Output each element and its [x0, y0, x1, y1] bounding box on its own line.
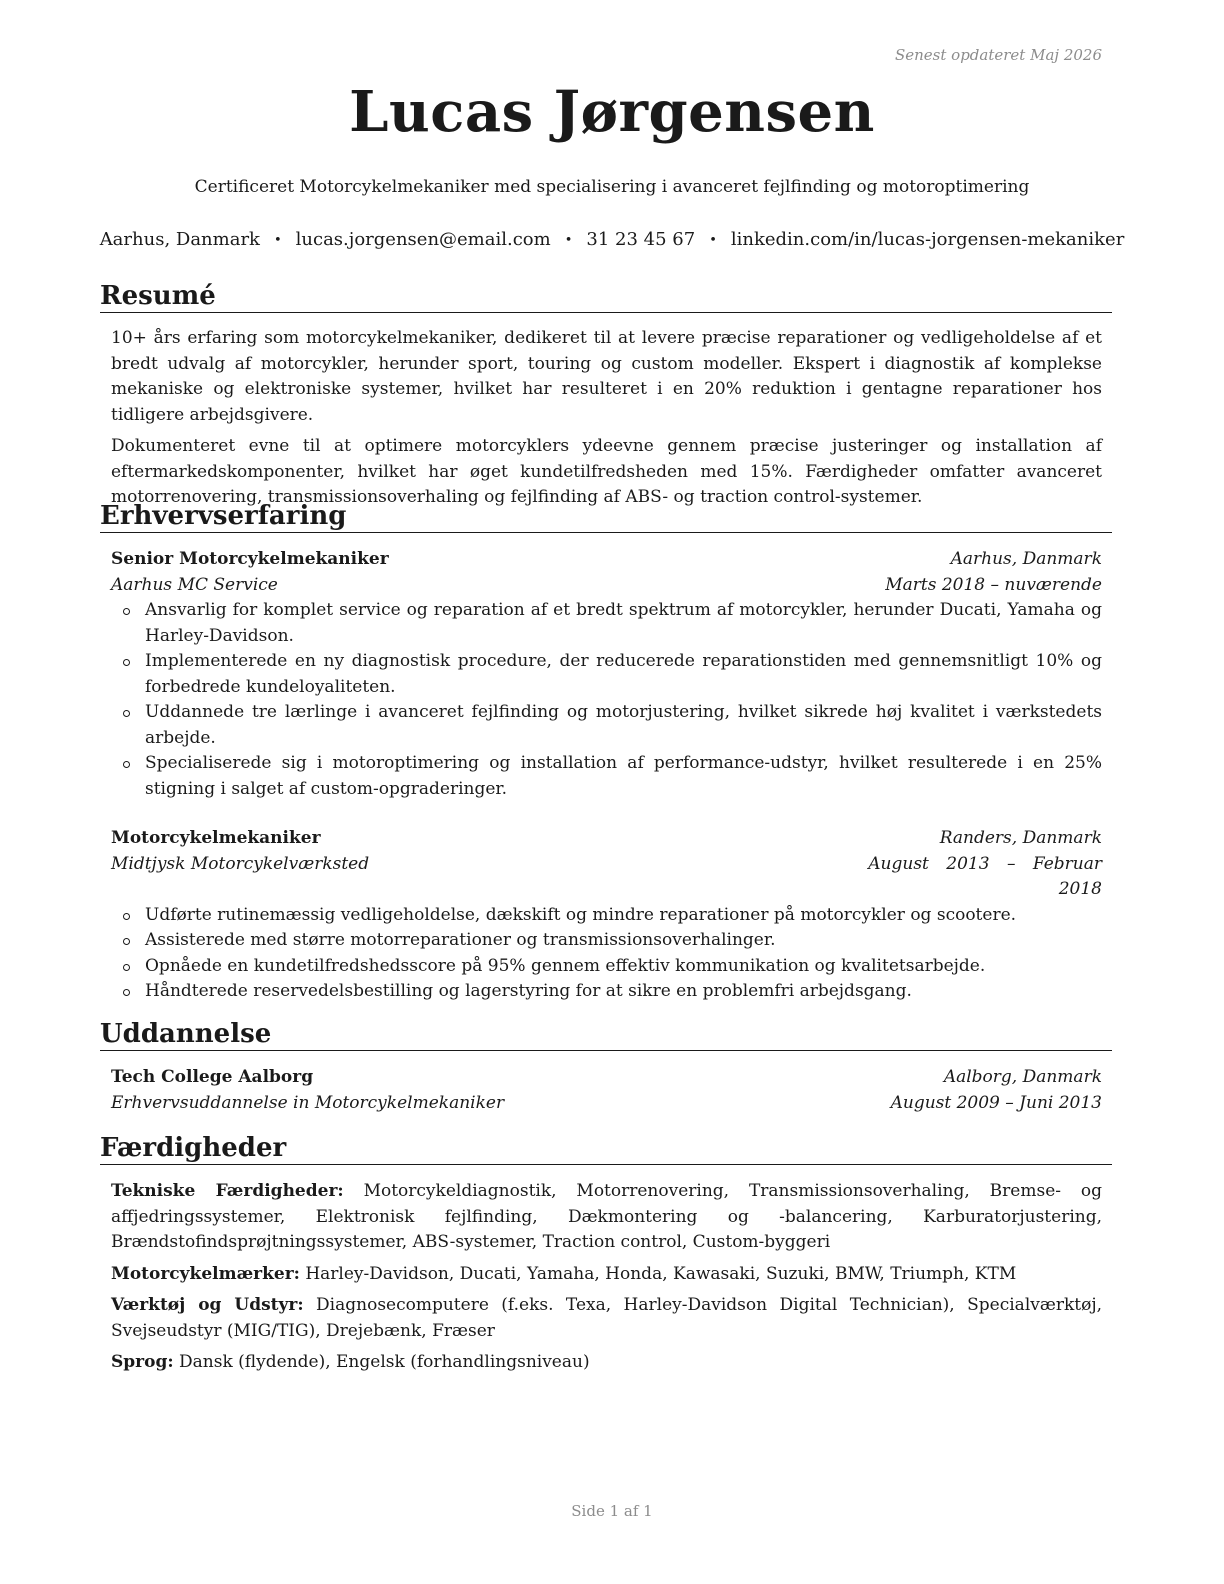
list-item: Specialiserede sig i motoroptimering og installation af performance-udstyr, hvilket resulterede i en 25% stigning i salget af custom-opgraderinger. [145, 751, 1102, 802]
last-updated: Senest opdateret Maj 2026 [894, 46, 1102, 64]
skill-text: Harley-Davidson, Ducati, Yamaha, Honda, Kawasaki, Suzuki, BMW, Triumph, KTM [305, 1263, 1017, 1284]
section-heading-experience: Erhvervserfaring [100, 500, 1112, 533]
contact-location: Aarhus, Danmark [99, 229, 260, 250]
page-number: Side 1 af 1 [571, 1502, 653, 1520]
section-heading-skills: Færdigheder [100, 1132, 1112, 1165]
summary-section [100, 280, 1112, 511]
school-location: Aalborg, Danmark [943, 1067, 1102, 1087]
skill-group [111, 1262, 1102, 1288]
contact-linkedin[interactable]: linkedin.com/in/lucas-jorgensen-mekaniker [730, 229, 1125, 250]
skill-text: Dansk (flydende), Engelsk (forhandlingsniveau) [179, 1352, 590, 1372]
separator-bullet: • [273, 233, 282, 248]
separator-bullet: • [709, 233, 717, 248]
job-dates: Marts 2018 – nuværende [885, 574, 1102, 595]
list-item: Implementerede en ny diagnostisk procedure, der reducerede reparationstiden med gennemsnitligt 10% og forbedrede kundeloyaliteten. [145, 649, 1102, 700]
skill-label: Værktøj og Udstyr: [111, 1295, 304, 1315]
section-heading-education: Uddannelse [100, 1018, 1112, 1051]
candidate-name: Lucas Jørgensen [349, 79, 875, 145]
list-item: Udførte rutinemæssig vedligeholdelse, dækskift og mindre reparationer på motorcykler og scootere. [145, 903, 1102, 929]
job-title: Senior Motorcykelmekaniker [111, 549, 389, 569]
job-entry [111, 826, 1102, 1005]
skill-label: Sprog: [111, 1352, 174, 1372]
job-bullets [111, 903, 1102, 1005]
skill-label: Motorcykelmærker: [111, 1263, 300, 1284]
skill-group [111, 1179, 1102, 1256]
degree: Erhvervsuddannelse in Motorcykelmekaniker [111, 1092, 505, 1113]
job-company: Aarhus MC Service [111, 574, 278, 595]
list-item: Opnåede en kundetilfredshedsscore på 95% gennem effektiv kommunikation og kvalitetsarbejde. [145, 954, 1102, 980]
experience-section [100, 500, 1112, 1005]
job-bullets [111, 598, 1102, 802]
education-section [100, 1018, 1112, 1116]
list-item: Håndterede reservedelsbestilling og lagerstyring for at sikre en problemfri arbejdsgang. [145, 979, 1102, 1005]
section-heading-summary: Resumé [100, 280, 1112, 313]
separator-bullet: • [564, 233, 573, 248]
job-title: Motorcykelmekaniker [111, 828, 321, 848]
skill-text: Diagnosecomputere (f.eks. Texa, Harley-Davidson Digital Technician), Specialværktøj, Svejseudstyr (MIG/TIG), Drejebænk, Fræser [111, 1295, 1103, 1341]
job-company: Midtjysk Motorcykelværksted [111, 853, 370, 874]
headline: Certificeret Motorcykelmekaniker med specialisering i avanceret fejlfinding og motoroptimering [194, 177, 1030, 197]
job-dates-continued: 2018 [1058, 879, 1102, 899]
job-entry [111, 547, 1102, 802]
job-location: Randers, Danmark [939, 828, 1102, 848]
school-name: Tech College Aalborg [111, 1067, 314, 1087]
skills-section [100, 1132, 1112, 1376]
summary-paragraph: 10+ års erfaring som motorcykelmekaniker, dedikeret til at levere præcise reparationer og vedligeholdelse af et bredt udvalg af motorcykler, herunder sport, touring og custom modeller. Ekspert i diagnostik af komplekse mekaniske og elektroniske systemer, hvilket har resulteret i en 20% reduktion i gentagne reparationer hos tidligere arbejdsgivere. [111, 328, 1102, 425]
skill-group [111, 1293, 1102, 1344]
list-item: Assisterede med større motorreparationer og transmissionsoverhalinger. [145, 928, 1102, 954]
skill-text: Motorcykeldiagnostik, Motorrenovering, Transmissionsoverhaling, Bremse- og affjedringssystemer, Elektronisk fejlfinding, Dækmontering og -balancering, Karburatorjustering, Brændstofindsprøjtningssystemer, ABS-systemer, Traction control, Custom-byggeri [111, 1181, 1102, 1252]
skill-group [111, 1350, 1102, 1376]
summary-paragraph: Dokumenteret evne til at optimere motorcyklers ydeevne gennem præcise justeringer og installation af eftermarkedskomponenter, hvilket har øget kundetilfredsheden med 15%. Færdigheder omfatter avanceret motorrenovering, transmissionsoverhaling og fejlfinding af ABS- og traction control-systemer. [111, 436, 1102, 507]
list-item: Uddannede tre lærlinge i avanceret fejlfinding og motorjustering, hvilket sikrede høj kvalitet i værkstedets arbejde. [145, 700, 1102, 751]
job-dates: August 2013 – Februar [868, 853, 1102, 874]
contact-email[interactable]: lucas.jorgensen@email.com [295, 229, 551, 250]
list-item: Ansvarlig for komplet service og reparation af et bredt spektrum af motorcykler, herunder Ducati, Yamaha og Harley-Davidson. [145, 598, 1102, 649]
job-location: Aarhus, Danmark [950, 549, 1102, 569]
education-dates: August 2009 – Juni 2013 [890, 1092, 1102, 1113]
contact-line [0, 228, 1224, 253]
contact-phone: 31 23 45 67 [586, 229, 696, 250]
skill-label: Tekniske Færdigheder: [111, 1181, 344, 1201]
